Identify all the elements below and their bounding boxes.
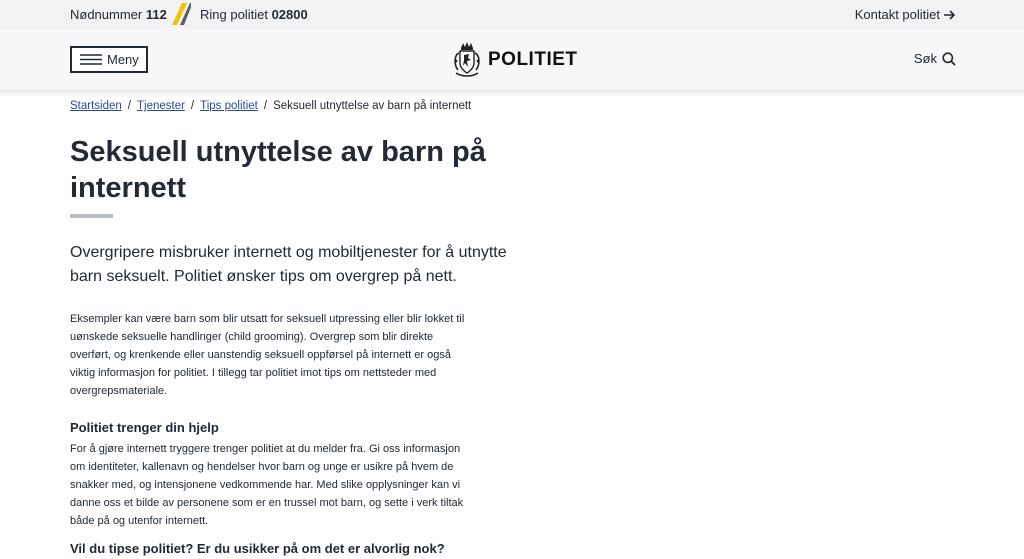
emergency-number-value: 112 <box>145 7 167 22</box>
contact-police-link[interactable] <box>855 7 956 22</box>
menu-label: Meny <box>107 52 139 67</box>
body-paragraph-examples: Eksempler kan være barn som blir utsatt for seksuell utpressing eller blir lokket til uønskede seksuelle handlinger (child grooming). Overgrep som blir direkte overført, og krenkende eller uanstendig seksuell oppførsel på internett er også viktig informasjon for politiet. I tillegg tar politiet imot tips om nettsteder med overgrepsmateriale. <box>70 313 465 397</box>
hamburger-icon <box>80 54 102 65</box>
breadcrumb-current: Seksuell utnyttelse av barn på internett <box>273 100 472 112</box>
search-icon <box>942 52 956 66</box>
police-crest-icon <box>452 41 482 78</box>
police-phone-label: Ring politiet <box>200 7 268 22</box>
breadcrumb-separator: / <box>190 100 195 112</box>
breadcrumb-tips-politiet[interactable]: Tips politiet <box>200 100 258 112</box>
top-bar <box>0 0 1024 29</box>
breadcrumb-tjenester[interactable]: Tjenester <box>136 100 185 112</box>
police-phone[interactable] <box>200 7 308 22</box>
search-label: Søk <box>913 51 937 66</box>
breadcrumb-separator: / <box>127 100 131 112</box>
slash-stripe-icon <box>171 3 191 25</box>
body-paragraph-help: For å gjøre internett tryggere trenger politiet at du melder fra. Gi oss informasjon om identiteter, kallenavn og hendelser hvor barn og unge er usikre på hvem de snakker med, og intensjonene vedkommende har. Med slike opplysninger kan vi danne oss et bilde av personene som er en trussel mot barn, og sette i verk tiltak både på og utenfor internett. <box>70 443 464 527</box>
breadcrumb <box>70 100 471 112</box>
header-shadow <box>0 91 1024 97</box>
contact-police-label: Kontakt politiet <box>854 7 940 22</box>
section-heading-help: Politiet trenger din hjelp <box>70 420 219 435</box>
logo-text: POLITIET <box>488 48 578 70</box>
site-header <box>0 29 1024 91</box>
title-underline <box>70 214 113 218</box>
breadcrumb-startsiden[interactable]: Startsiden <box>70 100 122 112</box>
politiet-logo[interactable] <box>452 41 578 78</box>
section-heading-tip: Vil du tipse politiet? Er du usikker på om det er alvorlig nok? <box>70 541 445 556</box>
emergency-number[interactable] <box>70 7 167 22</box>
breadcrumb-separator: / <box>263 100 268 112</box>
emergency-label: Nødnummer <box>70 7 143 22</box>
page-title: Seksuell utnyttelse av barn på internett <box>70 136 486 204</box>
arrow-right-icon <box>943 9 956 21</box>
police-phone-number: 02800 <box>271 7 308 22</box>
search-button[interactable] <box>914 51 956 66</box>
lead-paragraph: Overgripere misbruker internett og mobiltjenester for å utnytte barn seksuelt. Politiet ønsker tips om overgrep på nett. <box>70 244 507 285</box>
menu-button[interactable] <box>70 46 148 73</box>
